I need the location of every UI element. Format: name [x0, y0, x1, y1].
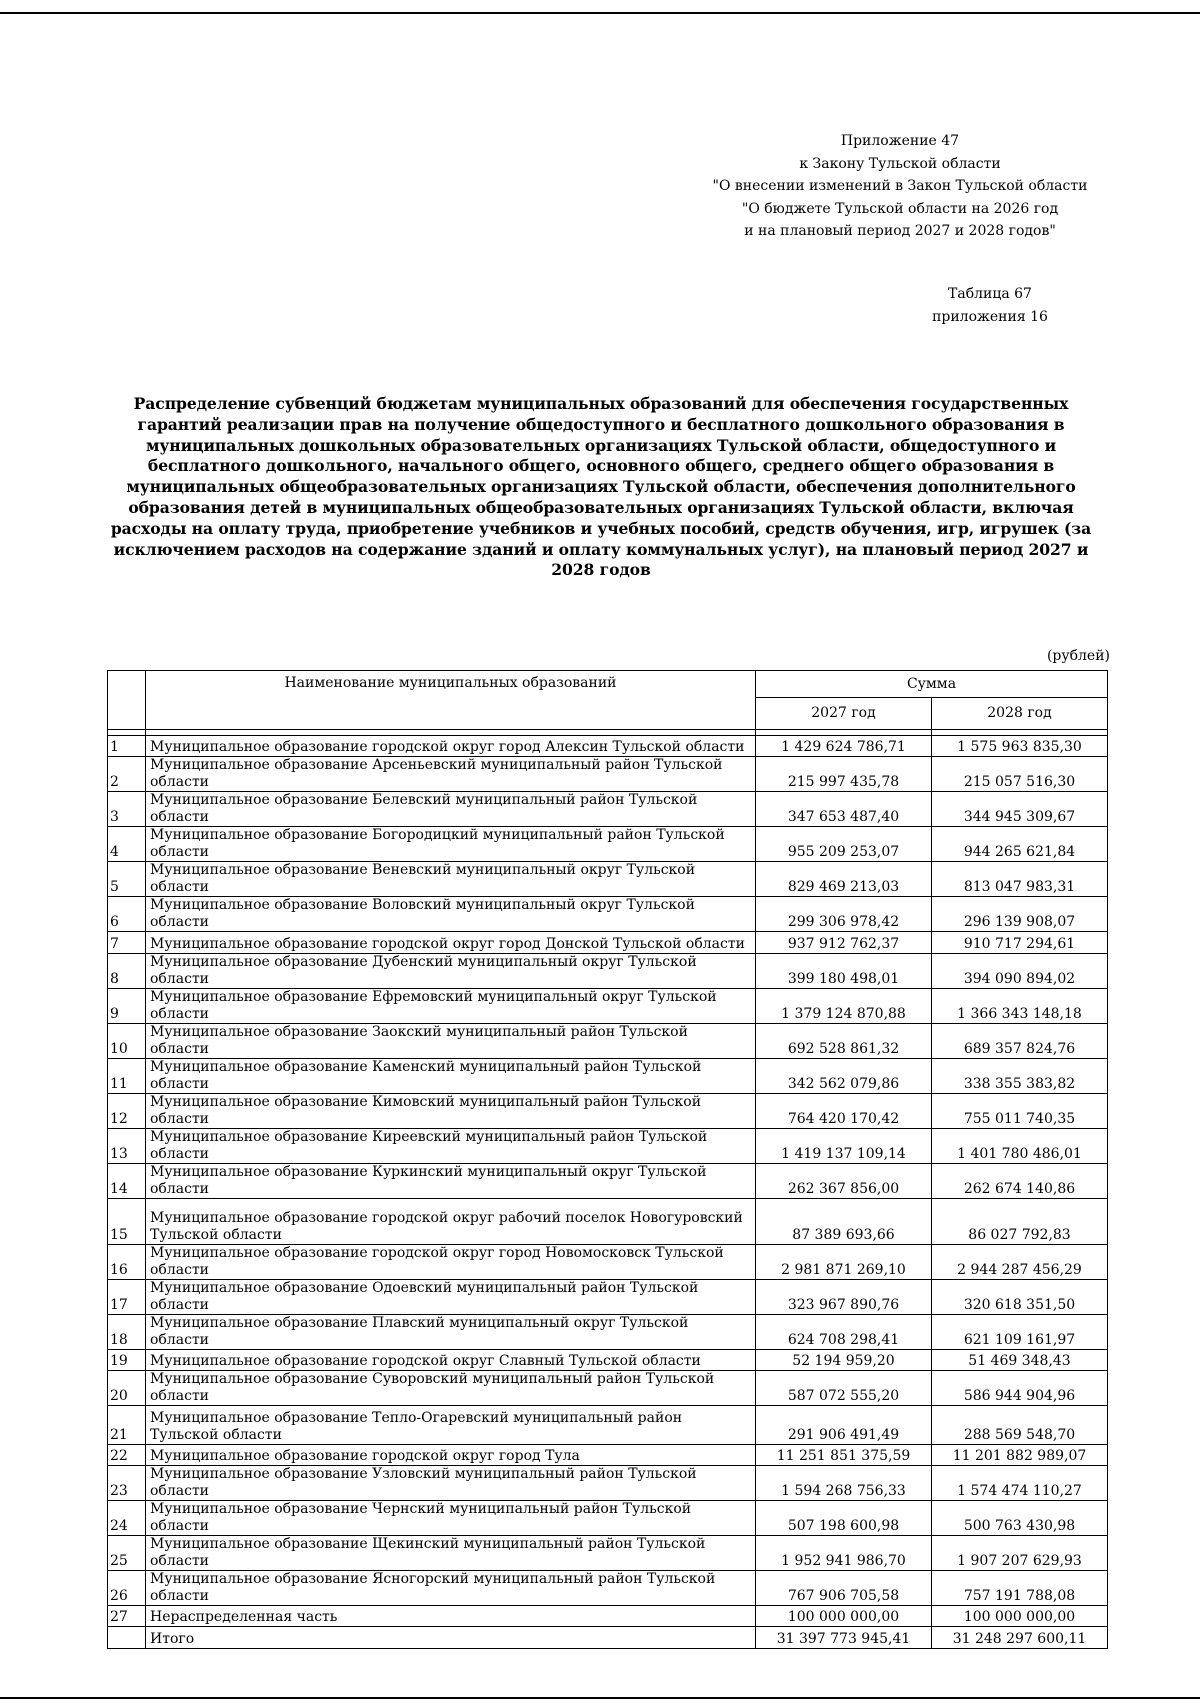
table-number: Таблица 67 [948, 286, 1032, 302]
row-amount-2027: 692 528 861,32 [756, 1023, 932, 1058]
header-sum: Сумма [756, 671, 1108, 698]
table-row [108, 1023, 1108, 1058]
row-amount-2028: 288 569 548,70 [932, 1405, 1108, 1444]
row-number: 27 [108, 1606, 146, 1627]
table-row [108, 1466, 1108, 1501]
row-name: Нераспределенная часть [146, 1606, 756, 1627]
header-name: Наименование муниципальных образований [146, 671, 756, 730]
row-name: Муниципальное образование городской округ рабочий поселок Новогуровский Тульской области [146, 1198, 756, 1244]
row-amount-2027: 937 912 762,37 [756, 932, 932, 953]
row-amount-2028: 910 717 294,61 [932, 932, 1108, 953]
row-amount-2027: 1 594 268 756,33 [756, 1466, 932, 1501]
row-amount-2028: 621 109 161,97 [932, 1314, 1108, 1349]
row-amount-2028: 1 401 780 486,01 [932, 1128, 1108, 1163]
row-name: Муниципальное образование городской округ город Тула [146, 1444, 756, 1465]
row-number: 2 [108, 757, 146, 792]
row-number: 24 [108, 1501, 146, 1536]
row-number: 19 [108, 1349, 146, 1370]
row-name: Муниципальное образование Богородицкий муниципальный район Тульской области [146, 827, 756, 862]
row-name: Муниципальное образование Узловский муниципальный район Тульской области [146, 1466, 756, 1501]
row-amount-2028: 755 011 740,35 [932, 1093, 1108, 1128]
table-row [108, 1405, 1108, 1444]
appendix-line: Приложение 47 [840, 133, 960, 149]
row-amount-2027: 955 209 253,07 [756, 827, 932, 862]
row-name: Муниципальное образование Чернский муниципальный район Тульской области [146, 1501, 756, 1536]
row-amount-2028: 1 575 963 835,30 [932, 736, 1108, 757]
table-appendix: приложения 16 [932, 308, 1048, 325]
table-row [108, 1444, 1108, 1465]
table-row [108, 932, 1108, 953]
row-amount-2028: 757 191 788,08 [932, 1571, 1108, 1606]
table-row [108, 953, 1108, 988]
row-amount-2028: 586 944 904,96 [932, 1370, 1108, 1405]
table-total-row [108, 1627, 1108, 1648]
row-name: Муниципальное образование Дубенский муниципальный округ Тульской области [146, 953, 756, 988]
row-amount-2027: 767 906 705,58 [756, 1571, 932, 1606]
row-name: Муниципальное образование Щекинский муниципальный район Тульской области [146, 1536, 756, 1571]
table-row [108, 1606, 1108, 1627]
row-amount-2027: 52 194 959,20 [756, 1349, 932, 1370]
row-amount-2028: 31 248 297 600,11 [932, 1627, 1108, 1648]
row-name: Муниципальное образование Ясногорский муниципальный район Тульской области [146, 1571, 756, 1606]
row-amount-2027: 262 367 856,00 [756, 1163, 932, 1198]
row-name: Муниципальное образование городской округ город Новомосковск Тульской области [146, 1244, 756, 1279]
row-amount-2028: 262 674 140,86 [932, 1163, 1108, 1198]
row-number: 1 [108, 736, 146, 757]
table-row [108, 1244, 1108, 1279]
row-amount-2027: 1 952 941 986,70 [756, 1536, 932, 1571]
row-amount-2027: 87 389 693,66 [756, 1198, 932, 1244]
row-name: Муниципальное образование городской округ Славный Тульской области [146, 1349, 756, 1370]
table-row [108, 827, 1108, 862]
table-row [108, 862, 1108, 897]
row-amount-2028: 11 201 882 989,07 [932, 1444, 1108, 1465]
header-2028: 2028 год [932, 698, 1108, 730]
table-row [108, 1571, 1108, 1606]
row-amount-2028: 100 000 000,00 [932, 1606, 1108, 1627]
row-name: Муниципальное образование городской округ город Алексин Тульской области [146, 736, 756, 757]
row-amount-2028: 500 763 430,98 [932, 1501, 1108, 1536]
row-name: Муниципальное образование Веневский муниципальный округ Тульской области [146, 862, 756, 897]
row-number: 13 [108, 1128, 146, 1163]
row-amount-2027: 11 251 851 375,59 [756, 1444, 932, 1465]
row-amount-2027: 399 180 498,01 [756, 953, 932, 988]
appendix-reference [600, 130, 1200, 243]
row-name: Муниципальное образование городской округ город Донской Тульской области [146, 932, 756, 953]
row-amount-2027: 1 429 624 786,71 [756, 736, 932, 757]
row-amount-2028: 320 618 351,50 [932, 1279, 1108, 1314]
row-amount-2028: 2 944 287 456,29 [932, 1244, 1108, 1279]
row-number: 18 [108, 1314, 146, 1349]
row-number: 25 [108, 1536, 146, 1571]
table-row [108, 1093, 1108, 1128]
row-number: 4 [108, 827, 146, 862]
row-name: Муниципальное образование Одоевский муниципальный район Тульской области [146, 1279, 756, 1314]
row-number: 26 [108, 1571, 146, 1606]
document-title: Распределение субвенций бюджетам муниципальных образований для обеспечения государственных гарантий реализации прав на получение общедоступного и бесплатного дошкольного образования в муниципальных дошкольных образовательных организациях Тульской области, общедоступного и бесплатного дошкольного, начального общего, основного общего, среднего общего образования в муниципальных общеобразовательных организациях Тульской области, обеспечения дополнительного образования детей в муниципальных общеобразовательных организациях Тульской области, включая расходы на оплату труда, приобретение учебников и учебных пособий, средств обучения, игр, игрушек (за исключением расходов на содержание зданий и оплату коммунальных услуг), на плановый период 2027 и 2028 годов [110, 394, 1092, 580]
row-amount-2027: 764 420 170,42 [756, 1093, 932, 1128]
table-row [108, 1198, 1108, 1244]
row-number: 21 [108, 1405, 146, 1444]
row-name: Муниципальное образование Заокский муниципальный район Тульской области [146, 1023, 756, 1058]
row-number: 8 [108, 953, 146, 988]
row-amount-2028: 394 090 894,02 [932, 953, 1108, 988]
table-reference [900, 283, 1080, 328]
row-amount-2027: 342 562 079,86 [756, 1058, 932, 1093]
row-name: Итого [146, 1627, 756, 1648]
row-amount-2027: 323 967 890,76 [756, 1279, 932, 1314]
appendix-line: "О внесении изменений в Закон Тульской области [712, 178, 1088, 194]
row-number: 15 [108, 1198, 146, 1244]
row-number: 11 [108, 1058, 146, 1093]
table-row [108, 897, 1108, 932]
row-number: 12 [108, 1093, 146, 1128]
row-name: Муниципальное образование Кимовский муниципальный район Тульской области [146, 1093, 756, 1128]
row-amount-2027: 291 906 491,49 [756, 1405, 932, 1444]
row-number: 14 [108, 1163, 146, 1198]
table-row [108, 1349, 1108, 1370]
page-top-border [0, 12, 1200, 14]
table-row [108, 757, 1108, 792]
row-amount-2027: 829 469 213,03 [756, 862, 932, 897]
row-name: Муниципальное образование Арсеньевский муниципальный район Тульской области [146, 757, 756, 792]
row-amount-2028: 1 574 474 110,27 [932, 1466, 1108, 1501]
table-row [108, 792, 1108, 827]
table-row [108, 1279, 1108, 1314]
row-amount-2028: 86 027 792,83 [932, 1198, 1108, 1244]
table-body [108, 736, 1108, 1649]
row-number: 9 [108, 988, 146, 1023]
row-amount-2028: 338 355 383,82 [932, 1058, 1108, 1093]
row-name: Муниципальное образование Ефремовский муниципальный округ Тульской области [146, 988, 756, 1023]
row-amount-2028: 215 057 516,30 [932, 757, 1108, 792]
row-name: Муниципальное образование Белевский муниципальный район Тульской области [146, 792, 756, 827]
row-number [108, 1627, 146, 1648]
row-name: Муниципальное образование Тепло-Огаревский муниципальный район Тульской области [146, 1405, 756, 1444]
row-name: Муниципальное образование Киреевский муниципальный район Тульской области [146, 1128, 756, 1163]
row-name: Муниципальное образование Куркинский муниципальный округ Тульской области [146, 1163, 756, 1198]
row-name: Муниципальное образование Суворовский муниципальный район Тульской области [146, 1370, 756, 1405]
table-header-row [108, 671, 1108, 698]
appendix-line: к Закону Тульской области [799, 155, 1001, 172]
row-name: Муниципальное образование Плавский муниципальный округ Тульской области [146, 1314, 756, 1349]
row-amount-2027: 299 306 978,42 [756, 897, 932, 932]
row-number: 3 [108, 792, 146, 827]
row-number: 22 [108, 1444, 146, 1465]
row-amount-2028: 296 139 908,07 [932, 897, 1108, 932]
row-amount-2027: 31 397 773 945,41 [756, 1627, 932, 1648]
row-amount-2027: 1 379 124 870,88 [756, 988, 932, 1023]
row-amount-2028: 1 907 207 629,93 [932, 1536, 1108, 1571]
row-amount-2027: 587 072 555,20 [756, 1370, 932, 1405]
row-amount-2028: 344 945 309,67 [932, 792, 1108, 827]
row-amount-2027: 507 198 600,98 [756, 1501, 932, 1536]
units-label: (рублей) [1046, 648, 1110, 664]
table-row [108, 988, 1108, 1023]
row-number: 6 [108, 897, 146, 932]
table-row [108, 1058, 1108, 1093]
header-number-cell [108, 671, 146, 730]
row-amount-2028: 1 366 343 148,18 [932, 988, 1108, 1023]
table-row [108, 736, 1108, 757]
row-name: Муниципальное образование Каменский муниципальный район Тульской области [146, 1058, 756, 1093]
row-name: Муниципальное образование Воловский муниципальный округ Тульской области [146, 897, 756, 932]
row-number: 23 [108, 1466, 146, 1501]
table-row [108, 1536, 1108, 1571]
row-amount-2028: 689 357 824,76 [932, 1023, 1108, 1058]
row-amount-2028: 813 047 983,31 [932, 862, 1108, 897]
row-number: 16 [108, 1244, 146, 1279]
row-amount-2027: 1 419 137 109,14 [756, 1128, 932, 1163]
appendix-line: и на плановый период 2027 и 2028 годов" [744, 223, 1056, 239]
table-row [108, 1314, 1108, 1349]
table-row [108, 1163, 1108, 1198]
page-bottom-border [0, 1697, 1200, 1699]
row-amount-2028: 944 265 621,84 [932, 827, 1108, 862]
row-amount-2027: 100 000 000,00 [756, 1606, 932, 1627]
table-row [108, 1128, 1108, 1163]
row-amount-2027: 215 997 435,78 [756, 757, 932, 792]
subsidy-table [107, 670, 1108, 1649]
row-number: 10 [108, 1023, 146, 1058]
row-amount-2027: 624 708 298,41 [756, 1314, 932, 1349]
row-amount-2027: 2 981 871 269,10 [756, 1244, 932, 1279]
row-number: 17 [108, 1279, 146, 1314]
row-number: 7 [108, 932, 146, 953]
appendix-line: "О бюджете Тульской области на 2026 год [741, 200, 1059, 217]
row-number: 20 [108, 1370, 146, 1405]
header-2027: 2027 год [756, 698, 932, 730]
row-number: 5 [108, 862, 146, 897]
row-amount-2027: 347 653 487,40 [756, 792, 932, 827]
table-row [108, 1501, 1108, 1536]
table-row [108, 1370, 1108, 1405]
row-amount-2028: 51 469 348,43 [932, 1349, 1108, 1370]
